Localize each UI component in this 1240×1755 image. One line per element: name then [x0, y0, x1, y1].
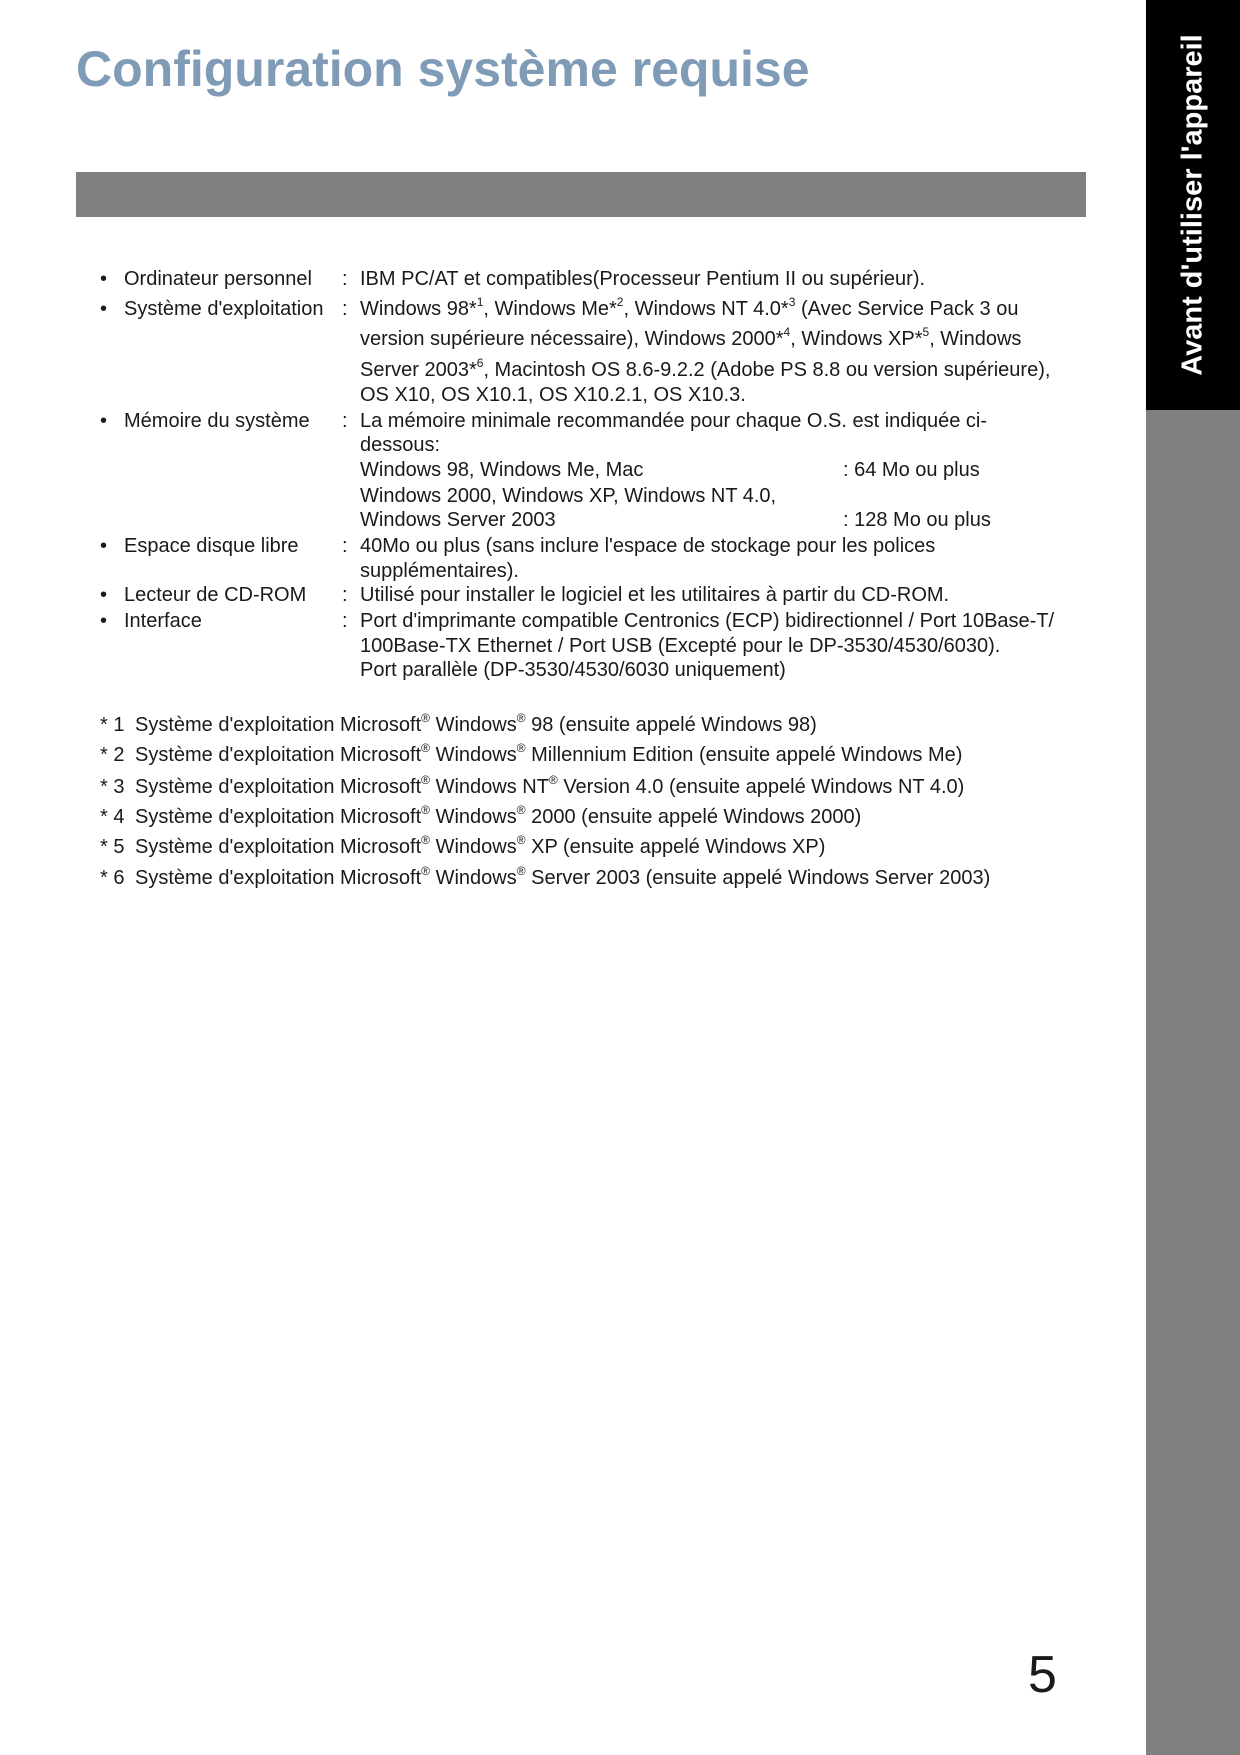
superscript: 3 [788, 295, 796, 309]
text-segment: Windows NT [430, 776, 549, 798]
text-segment: Windows 98* [360, 298, 477, 320]
requirement-label: Interface [124, 610, 202, 632]
colon: : [342, 298, 348, 320]
text-segment: Millennium Edition (ensuite appelé Windows Me) [525, 744, 963, 766]
text-segment: Port d'imprimante compatible Centronics (ECP) bidirectionnel / Port 10Base-T/ [360, 610, 1055, 632]
footnote-text [135, 713, 817, 737]
text-segment: Windows [430, 714, 517, 736]
text-segment: 2000 (ensuite appelé Windows 2000) [525, 806, 862, 828]
requirement-label: Mémoire du système [124, 410, 310, 432]
superscript: ® [421, 711, 431, 725]
text-segment: Utilisé pour installer le logiciel et les utilitaires à partir du CD-ROM. [360, 584, 950, 606]
requirement-label: Ordinateur personnel [124, 268, 312, 290]
text-segment: Système d'exploitation Microsoft [135, 806, 422, 828]
text-segment: dessous: [360, 434, 441, 456]
text-segment: supplémentaires). [360, 560, 519, 582]
text-segment: , Windows XP* [790, 328, 923, 350]
superscript: 6 [476, 356, 484, 370]
colon: : [342, 535, 348, 557]
text-segment: 100Base-TX Ethernet / Port USB (Excepté pour le DP-3530/4530/6030). [360, 635, 1001, 657]
text-segment: Version 4.0 (ensuite appelé Windows NT 4.0) [557, 776, 965, 798]
bullet: • [100, 268, 108, 290]
text-segment: XP (ensuite appelé Windows XP) [525, 836, 826, 858]
text-segment: , Macintosh OS 8.6-9.2.2 (Adobe PS 8.8 ou version supérieure), [483, 359, 1051, 381]
requirement-value-line [360, 534, 935, 558]
text-segment: version supérieure nécessaire), Windows 2000* [360, 328, 784, 350]
colon: : [342, 610, 348, 632]
footnote-mark: * 1 [100, 714, 125, 736]
memory-os: Windows Server 2003 [360, 509, 556, 531]
text-segment: 40Mo ou plus (sans inclure l'espace de stockage pour les polices [360, 535, 936, 557]
requirement-value-line [360, 409, 987, 433]
footnote-mark: * 6 [100, 867, 125, 889]
requirement-value-line [360, 609, 1054, 633]
superscript: 5 [922, 325, 930, 339]
text-segment: Server 2003* [360, 359, 477, 381]
requirement-label: Espace disque libre [124, 535, 299, 557]
text-segment: OS X10, OS X10.1, OS X10.2.1, OS X10.3. [360, 384, 746, 406]
footnote-text [135, 805, 861, 829]
text-segment: Système d'exploitation Microsoft [135, 776, 422, 798]
text-segment: Système d'exploitation Microsoft [135, 836, 422, 858]
colon: : [342, 268, 348, 290]
text-segment: Windows [430, 836, 517, 858]
superscript: ® [421, 833, 431, 847]
requirement-label: Système d'exploitation [124, 298, 324, 320]
memory-os: Windows 98, Windows Me, Mac [360, 459, 644, 481]
side-tab-label: Avant d'utiliser l'appareil [1176, 34, 1209, 376]
colon: : [342, 584, 348, 606]
requirement-value-line [360, 358, 1050, 382]
text-segment: , Windows Me* [483, 298, 617, 320]
text-segment: , Windows NT 4.0* [623, 298, 789, 320]
text-segment: Server 2003 (ensuite appelé Windows Server 2003) [525, 867, 991, 889]
superscript: ® [516, 803, 526, 817]
requirement-value-line [360, 383, 746, 407]
text-segment: Système d'exploitation Microsoft [135, 744, 422, 766]
text-segment: Windows [430, 744, 517, 766]
footnote-mark: * 2 [100, 744, 125, 766]
requirement-label: Lecteur de CD-ROM [124, 584, 307, 606]
requirement-value-line [360, 327, 1021, 351]
text-segment: 98 (ensuite appelé Windows 98) [525, 714, 817, 736]
bullet: • [100, 610, 108, 632]
superscript: ® [516, 741, 526, 755]
footnote-text [135, 743, 962, 767]
requirement-value-line [360, 433, 440, 457]
bullet: • [100, 298, 108, 320]
footnote-mark: * 4 [100, 806, 125, 828]
text-segment: Système d'exploitation Microsoft [135, 867, 422, 889]
bullet: • [100, 410, 108, 432]
requirement-value-line [360, 634, 1000, 658]
superscript: ® [548, 773, 558, 787]
colon: : [342, 410, 348, 432]
superscript: ® [516, 864, 526, 878]
superscript: ® [516, 711, 526, 725]
memory-value: : 128 Mo ou plus [843, 509, 991, 531]
superscript: ® [421, 773, 431, 787]
footnote-mark: * 5 [100, 836, 125, 858]
memory-os: Windows 2000, Windows XP, Windows NT 4.0, [360, 485, 777, 507]
section-header-bar [76, 172, 1086, 217]
text-segment: IBM PC/AT et compatibles(Processeur Pentium II ou supérieur). [360, 268, 926, 290]
superscript: ® [421, 741, 431, 755]
bullet: • [100, 584, 108, 606]
footnote-mark: * 3 [100, 776, 125, 798]
text-segment: Port parallèle (DP-3530/4530/6030 uniquement) [360, 659, 786, 681]
text-segment: (Avec Service Pack 3 ou [795, 298, 1019, 320]
superscript: ® [421, 803, 431, 817]
page-title: Configuration système requise [76, 41, 810, 97]
text-segment: Windows [430, 867, 517, 889]
footnote-text [135, 775, 964, 799]
requirement-value-line [360, 583, 949, 607]
superscript: 2 [616, 295, 624, 309]
requirement-value-line [360, 297, 1018, 321]
footnote-text [135, 866, 990, 890]
text-segment: Windows [430, 806, 517, 828]
requirement-value-line [360, 658, 786, 682]
text-segment: Système d'exploitation Microsoft [135, 714, 422, 736]
side-margin [1146, 410, 1240, 1755]
superscript: ® [516, 833, 526, 847]
footnote-text [135, 835, 825, 859]
page-number: 5 [1028, 1646, 1057, 1704]
superscript: 1 [476, 295, 484, 309]
superscript: ® [421, 864, 431, 878]
bullet: • [100, 535, 108, 557]
superscript: 4 [783, 325, 791, 339]
memory-value: : 64 Mo ou plus [843, 459, 980, 481]
text-segment: , Windows [929, 328, 1022, 350]
requirement-value-line [360, 267, 925, 291]
requirement-value-line [360, 559, 519, 583]
text-segment: La mémoire minimale recommandée pour chaque O.S. est indiquée ci- [360, 410, 987, 432]
